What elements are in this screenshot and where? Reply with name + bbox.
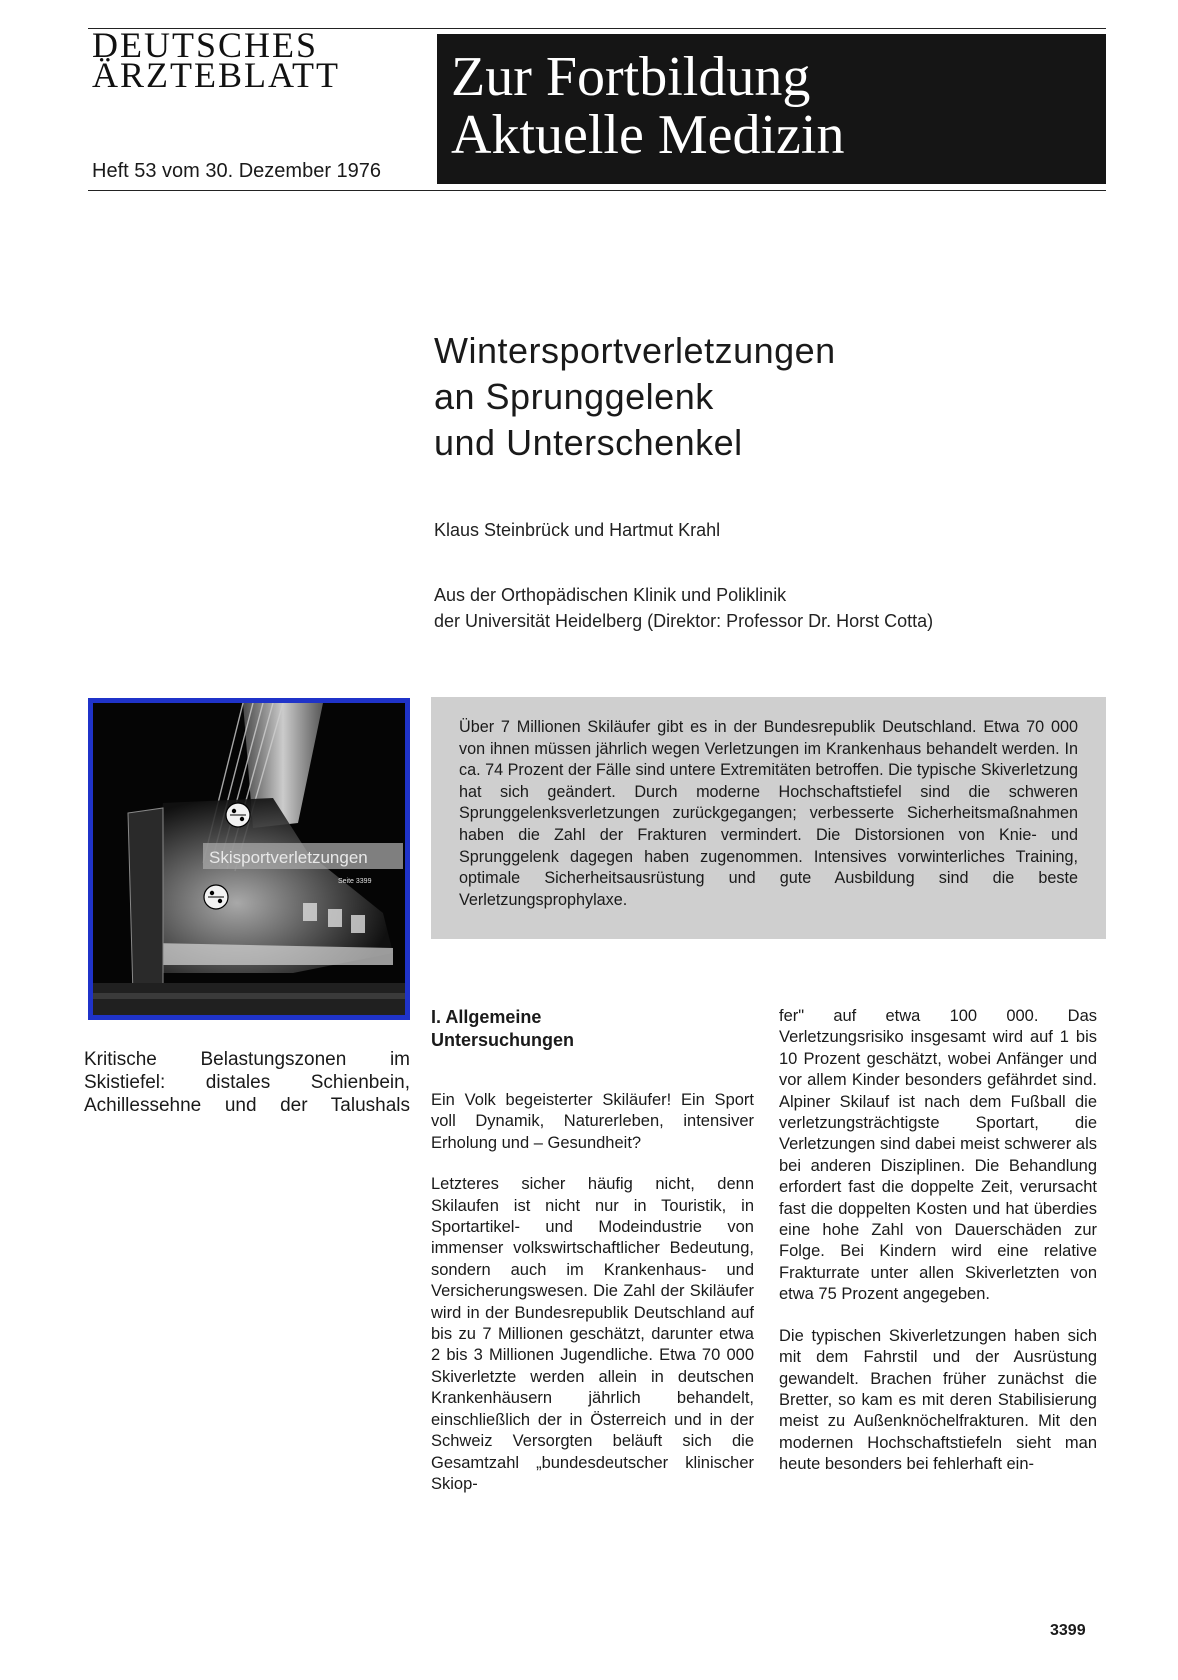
section-heading-line-2: Untersuchungen: [431, 1030, 575, 1050]
logo-line-2: ÄRZTEBLATT: [92, 55, 340, 95]
logo-line-1: DEUTSCHES: [92, 25, 319, 65]
figure-overlay-page: Seite 3399: [338, 878, 372, 885]
title-line-2: an Sprunggelenk: [434, 376, 714, 417]
figure-caption: Kritische Belastungszonen im Skistiefel: distales Schienbein, Achillessehne und der Talushals: [84, 1049, 410, 1116]
figure-overlay-title: Skisportverletzungen: [209, 848, 368, 867]
title-line-3: und Unterschenkel: [434, 422, 743, 463]
masthead-bottom-rule: [88, 190, 1106, 191]
body-column-2: [779, 1006, 1097, 1476]
banner-line-1: Zur Fortbildung: [451, 46, 811, 108]
body-column-1: [431, 1006, 754, 1495]
section-heading-line-1: I. Allgemeine: [431, 1007, 542, 1027]
ski-boot-xray-image: [93, 703, 405, 1015]
body-paragraph-1: Ein Volk begeisterter Skiläufer! Ein Sport voll Dynamik, Naturerleben, intensiver Erholung und – Gesundheit?: [431, 1091, 754, 1152]
issue-info: Heft 53 vom 30. Dezember 1976: [92, 160, 382, 182]
stress-zone-marker-lower: [204, 885, 228, 909]
article-authors: Klaus Steinbrück und Hartmut Krahl: [434, 520, 721, 540]
section-heading: [431, 1006, 754, 1052]
article-title: [434, 328, 1094, 466]
body-paragraph-2: Letzteres sicher häufig nicht, denn Skilaufen ist nicht nur in Touristik, in Sportartikel- und Modeindustrie von immenser volkswirtschaftlicher Bedeutung, sondern auch im Krankenhaus- und Versicherungswesen. Die Zahl der Skiläufer wird in der Bundesrepublik Deutschland auf bis zu 7 Millionen geschätzt, darunter etwa 2 bis 3 Millionen Jugendliche. Etwa 70 000 Skiverletzte werden allein in deutschen Krankenhäusern jährlich behandelt, einschließlich der in Österreich und in der Schweiz Versorgten beläuft sich die Gesamtzahl „bundesdeutscher klinischer Skiop-: [431, 1175, 754, 1493]
section-banner: [437, 34, 1106, 184]
page-number: 3399: [1050, 1622, 1086, 1639]
stress-zone-marker-upper: [226, 803, 250, 827]
journal-logo: [92, 25, 422, 95]
xray-figure: [88, 698, 410, 1020]
affiliation-line-2: der Universität Heidelberg (Direktor: Professor Dr. Horst Cotta): [434, 611, 934, 631]
abstract-text: Über 7 Millionen Skiläufer gibt es in der Bundesrepublik Deutschland. Etwa 70 000 von ihnen müssen jährlich wegen Verletzungen im Krankenhaus behandelt werden. In ca. 74 Prozent der Fälle sind untere Extremitäten betroffen. Die typische Skiverletzung hat sich geändert. Durch moderne Hochschaftstiefel sind die schweren Sprunggelenksverletzungen zurückgegangen; verbesserte Sicherheitsmaßnahmen haben die Zahl der Frakturen vermindert. Die Distorsionen von Knie- und Sprunggelenk dagegen haben zugenommen. Intensives vorwinterliches Training, optimale Sicherheitsausrüstung und gute Ausbildung sind die beste Verletzungsprophylaxe.: [459, 718, 1078, 909]
body-paragraph-4: Die typischen Skiverletzungen haben sich mit dem Fahrstil und der Ausrüstung gewandelt. Brachen früher zunächst die Bretter, so kam es mit deren Stabilisierung meist zu Außenknöchelfrakturen. Mit den modernen Hochschaftstiefeln sieht man heute besonders bei fehlerhaft ein-: [779, 1326, 1097, 1474]
body-paragraph-3: fer" auf etwa 100 000. Das Verletzungsrisiko insgesamt wird auf 1 bis 10 Prozent geschätzt, wobei Anfänger und vor allem Kinder besonders gefährdet sind. Alpiner Skilauf ist nach dem Fußball die verletzungsträchtigste Sportart, die Verletzungen sind dabei meist schwerer als bei anderen Disziplinen. Die Behandlung erfordert fast die doppelte Zeit, verursacht fast die doppelten Kosten und hat überdies eine hohe Zahl von Dauerschäden zur Folge. Bei Kindern wird eine relative Frakturrate unter allen Skiverletzten von etwa 75 Prozent angegeben.: [779, 1007, 1097, 1304]
abstract-box: [431, 697, 1106, 939]
banner-line-2: Aktuelle Medizin: [451, 104, 845, 166]
affiliation-line-1: Aus der Orthopädischen Klinik und Poliklinik: [434, 585, 787, 605]
title-line-1: Wintersportverletzungen: [434, 330, 836, 371]
article-affiliation: [434, 582, 933, 634]
